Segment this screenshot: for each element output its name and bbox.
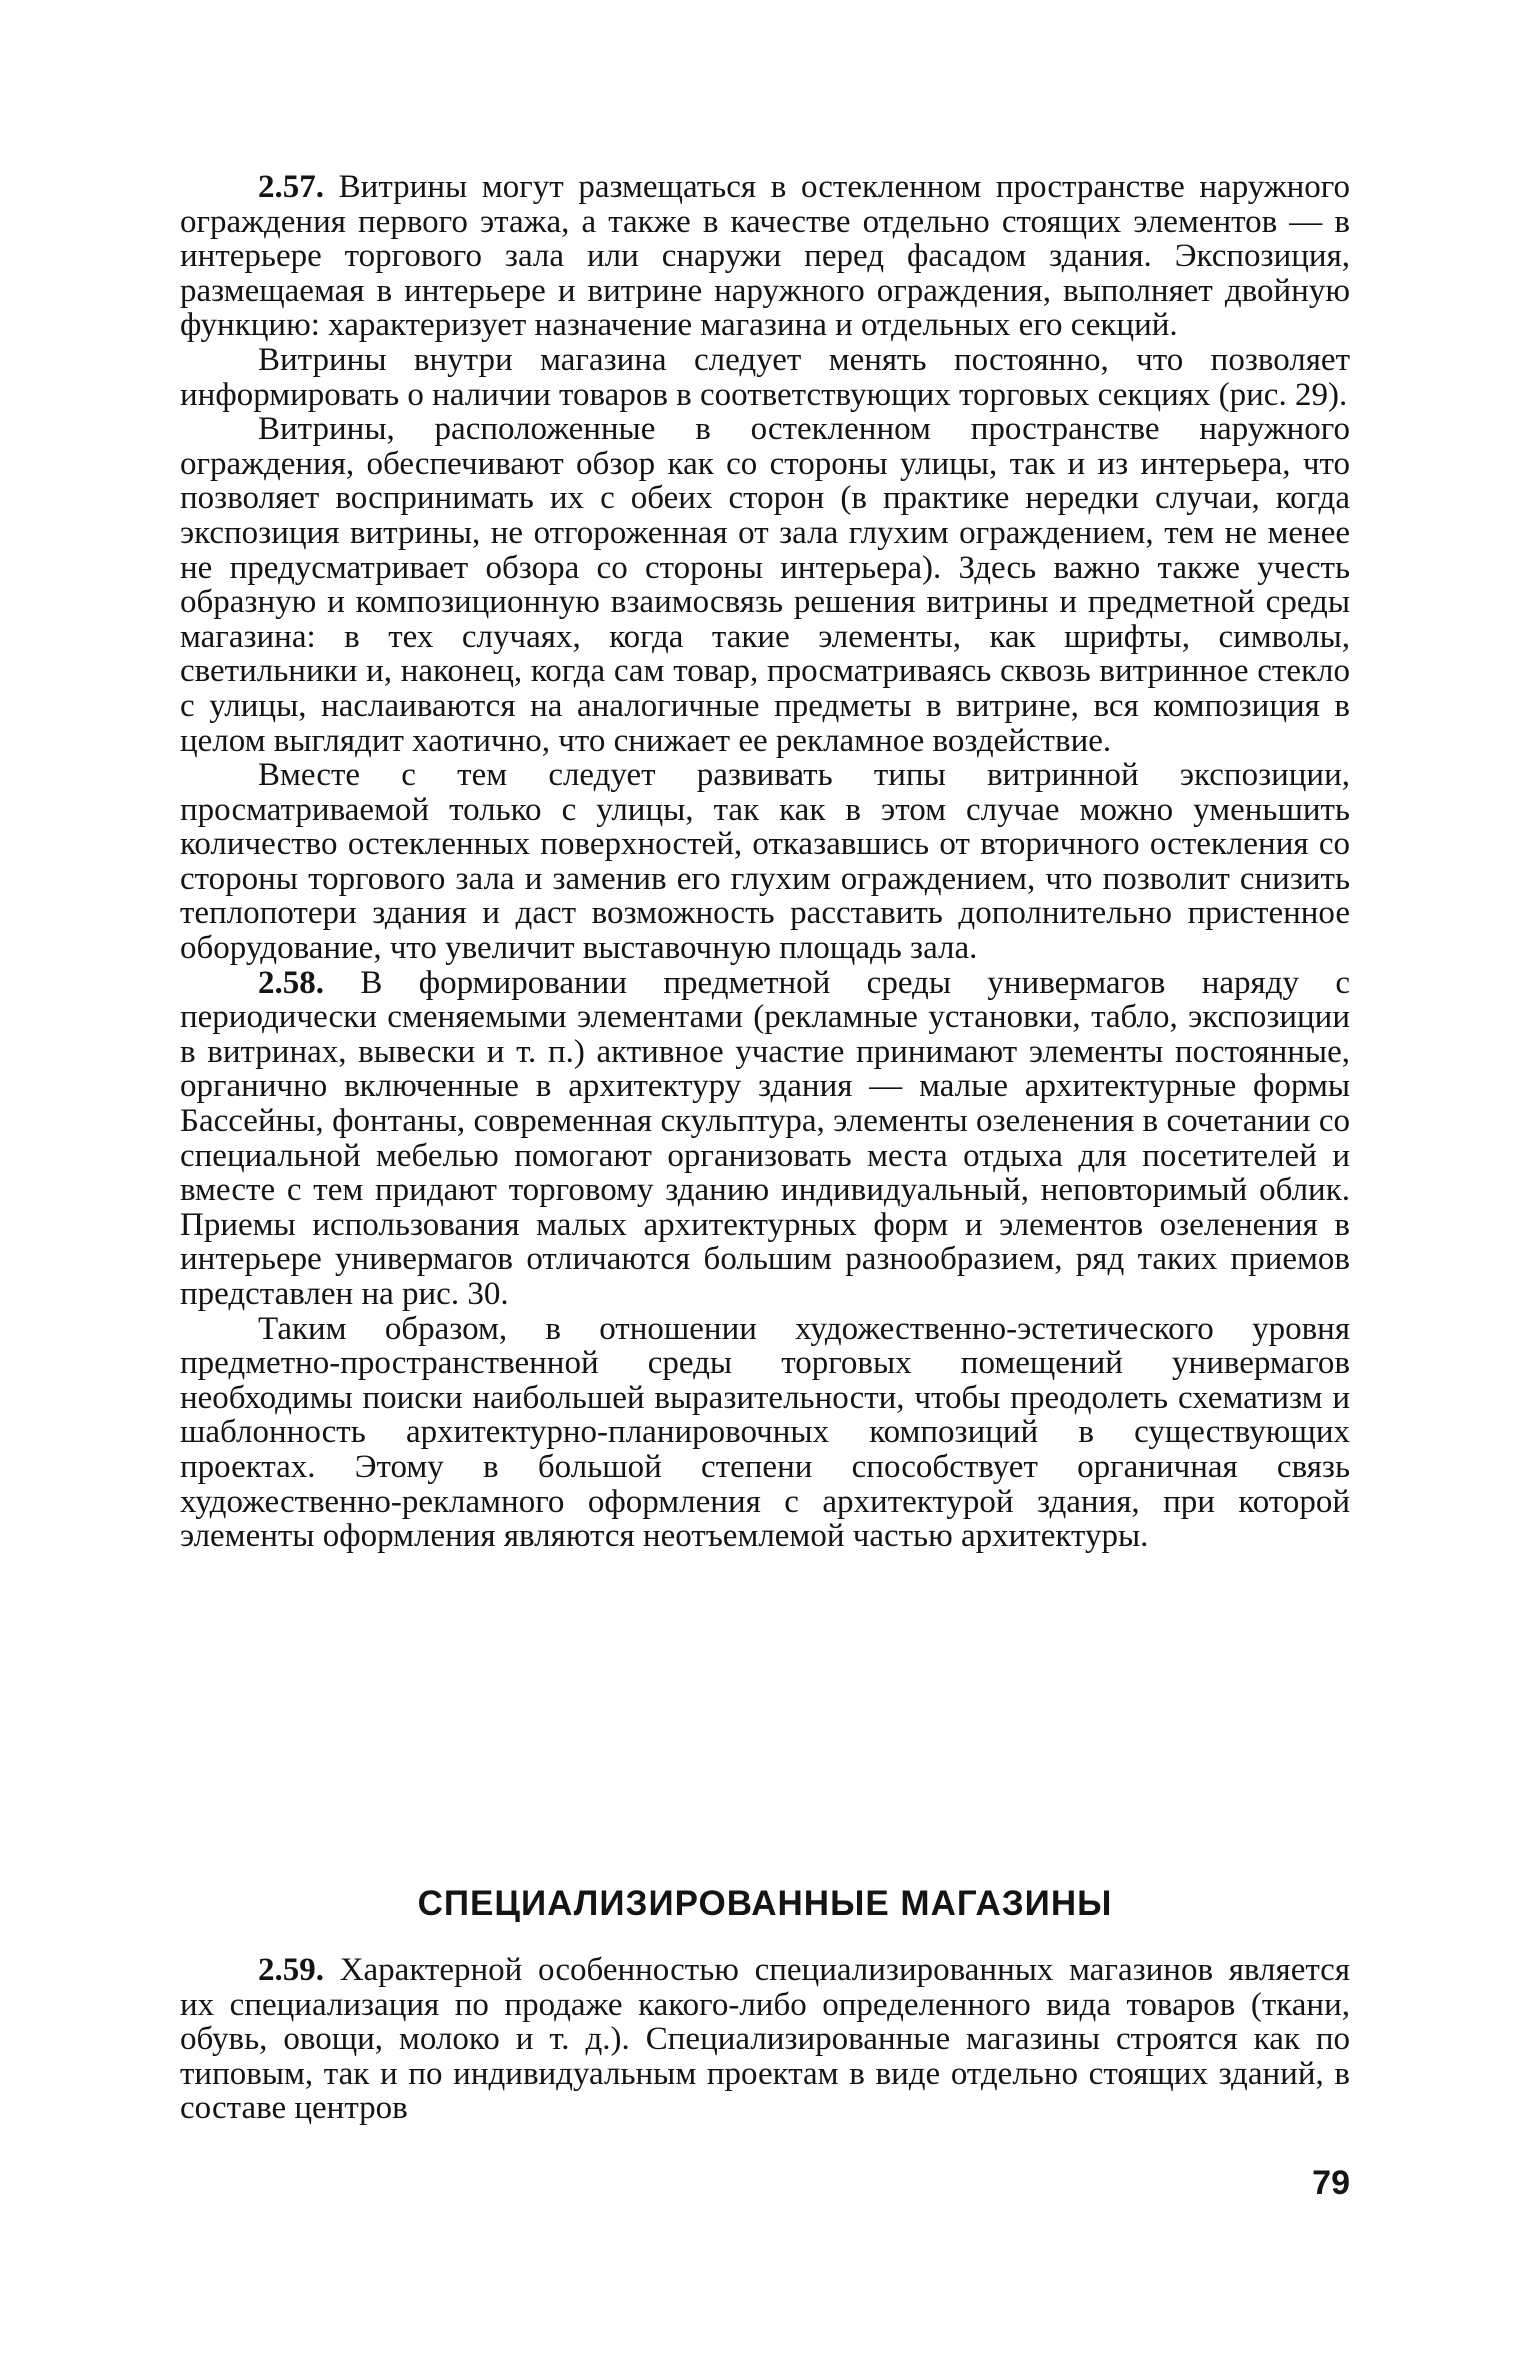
paragraph-2-57-text: Витрины могут размещаться в остекленном пространстве наружного ограждения первого этажа, а также в качестве отдельно стоящих элементов — в интерьере торгового зала или снаружи перед фасадом здания. Экспозиция, размещаемая в интерьере и витрине наружного ограждения, выполняет двойную функцию: характеризует назначение магазина и отдельных его секций. bbox=[180, 169, 1351, 344]
paragraph-2-58-text: В формировании предметной среды универмагов наряду с периодически сменяемыми элементами (рекламные установки, табло, экспозиции в витринах, вывески и т. п.) активное участие принимают элементы постоянные, органично включенные в архитектуру здания — малые архитектурные формы Бассейны, фонтаны, современная скульптура, элементы озеленения в сочетании со специальной мебелью помогают организовать места отдыха для посетителей и вместе с тем придают торговому зданию индивидуальный, неповторимый облик. Приемы использования малых архитектурных форм и элементов озеленения в интерьере универмагов отличаются большим разнообразием, ряд таких приемов представлен на рис. 30. bbox=[180, 964, 1351, 1312]
paragraph-conclusion: Таким образом, в отношении художественно-эстетического уровня предметно-пространственной среды торговых помещений универмагов необходимы поиски наибольшей выразительности, чтобы преодолеть схематизм и шаблонность архитектурно-планировочных композиций в существующих проектах. Этому в большой степени способствует органичная связь художественно-рекламного оформления с архитектурой здания, при которой элементы оформления являются неотъемлемой частью архитектуры. bbox=[180, 1310, 1350, 1555]
paragraph-2-57 bbox=[180, 170, 1350, 343]
paragraph-2-58 bbox=[180, 966, 1350, 1312]
page-number: 79 bbox=[1312, 2164, 1350, 2202]
section-heading: СПЕЦИАЛИЗИРОВАННЫЕ МАГАЗИНЫ bbox=[417, 1884, 1113, 1923]
paragraph-2-59 bbox=[180, 1953, 1350, 2126]
paragraph-2-59-text: Характерной особенностью специализированных магазинов является их специализация по продаже какого-либо определенного вида товаров (ткани, обувь, овощи, молоко и т. д.). Специализированные магазины строятся как по типовым, так и по индивидуальным проектам в виде отдельно стоящих зданий, в составе центров bbox=[180, 1952, 1350, 2127]
section-number-2-58: 2.58. bbox=[258, 964, 324, 1001]
paragraph-showcases-inside: Витрины внутри магазина следует менять постоянно, что позволяет информировать о наличии товаров в соответствующих торговых секциях (рис. 29). bbox=[180, 341, 1350, 413]
paragraph-showcases-glazed: Витрины, расположенные в остекленном пространстве наружного ограждения, обеспечивают обзор как со стороны улицы, так и из интерьера, что позволяет воспринимать их с обеих сторон (в практике нередки случаи, когда экспозиция витрины, не отгороженная от зала глухим ограждением, тем не менее не предусматривает обзора со стороны интерьера). Здесь важно также учесть образную и композиционную взаимосвязь решения витрины и предметной среды магазина: в тех случаях, когда такие элементы, как шрифты, символы, светильники и, наконец, когда сам товар, просматриваясь сквозь витринное стекло с улицы, наслаиваются на аналогичные предметы в витрине, вся композиция в целом выглядит хаотично, что снижает ее рекламное воздействие. bbox=[180, 411, 1350, 759]
body-text-lower bbox=[180, 1953, 1350, 2126]
section-number-2-59: 2.59. bbox=[258, 1952, 324, 1988]
body-text-upper bbox=[180, 170, 1350, 1554]
section-number-2-57: 2.57. bbox=[258, 169, 324, 205]
paragraph-street-exposition: Вместе с тем следует развивать типы витринной экспозиции, просматриваемой только с улицы, так как в этом случае можно уменьшить количество остекленных поверхностей, отказавшись от вторичного остекления со стороны торгового зала и заменив его глухим ограждением, что позволит снизить теплопотери здания и даст возможность расставить дополнительно пристенное оборудование, что увеличит выставочную площадь зала. bbox=[180, 757, 1350, 967]
